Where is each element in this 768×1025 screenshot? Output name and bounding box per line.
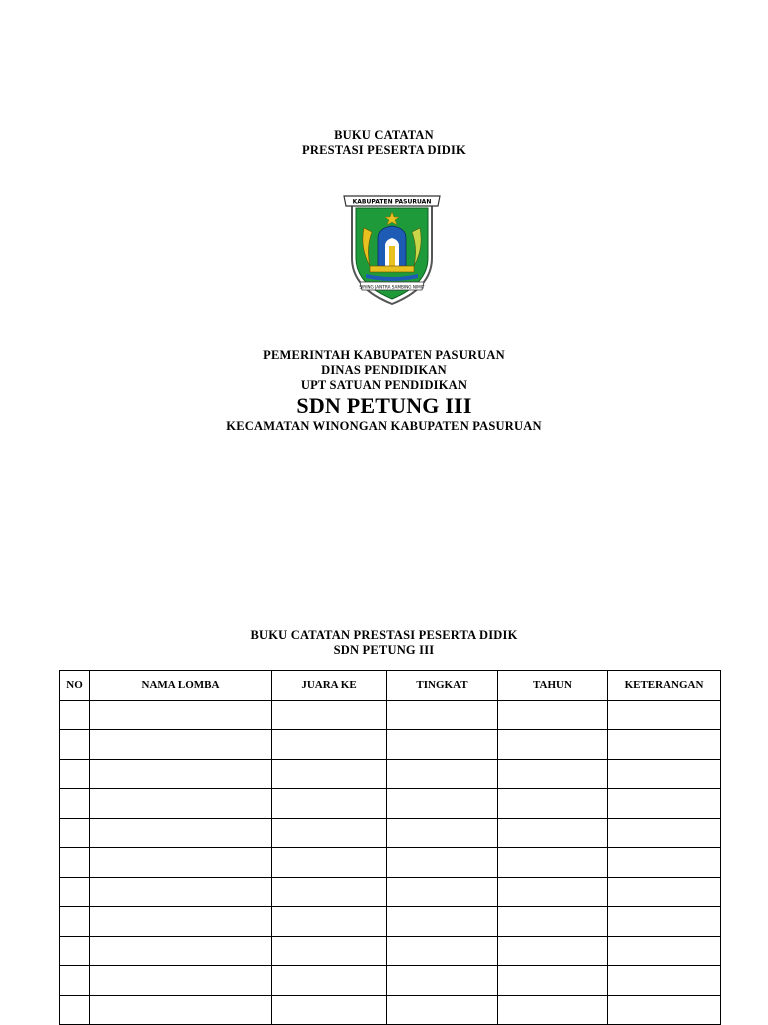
table-cell[interactable] [60,966,90,996]
table-cell[interactable] [90,936,272,966]
table-cell[interactable] [498,730,608,760]
table-row [60,936,721,966]
table-cell[interactable] [498,759,608,789]
table-cell[interactable] [608,789,721,819]
gov-line3: UPT SATUAN PENDIDIKAN [300,378,468,392]
table-cell[interactable] [90,700,272,730]
achievement-table [59,670,721,1025]
table-cell[interactable] [60,818,90,848]
table-cell[interactable] [90,966,272,996]
cover-title-line2: PRESTASI PESERTA DIDIK [302,143,466,157]
emblem-banner-top: KABUPATEN PASURUAN [352,198,432,206]
table-cell[interactable] [608,907,721,937]
table-cell[interactable] [387,759,498,789]
table-cell[interactable] [90,995,272,1025]
table-cell[interactable] [272,966,387,996]
table-cell[interactable] [387,936,498,966]
table-title-line1: BUKU CATATAN PRESTASI PESERTA DIDIK [250,628,518,642]
table-body [60,700,721,1025]
table-cell[interactable] [272,848,387,878]
table-cell[interactable] [608,700,721,730]
table-row [60,730,721,760]
table-row [60,789,721,819]
table-cell[interactable] [387,877,498,907]
table-cell[interactable] [608,759,721,789]
table-cell[interactable] [272,995,387,1025]
table-row [60,700,721,730]
table-cell[interactable] [90,759,272,789]
table-cell[interactable] [272,936,387,966]
table-cell[interactable] [272,877,387,907]
table-cell[interactable] [498,877,608,907]
table-cell[interactable] [90,907,272,937]
school-name: SDN PETUNG III [296,393,472,418]
table-cell[interactable] [60,700,90,730]
column-header-keterangan: KETERANGAN [608,671,721,701]
table-cell[interactable] [608,995,721,1025]
table-cell[interactable] [498,789,608,819]
table-cell[interactable] [498,936,608,966]
table-cell[interactable] [90,730,272,760]
table-title-line2: SDN PETUNG III [333,643,435,657]
table-cell[interactable] [272,818,387,848]
table-cell[interactable] [608,730,721,760]
table-cell[interactable] [608,936,721,966]
table-cell[interactable] [60,907,90,937]
table-cell[interactable] [387,789,498,819]
table-cell[interactable] [90,818,272,848]
table-cell[interactable] [498,700,608,730]
table-cell[interactable] [387,818,498,848]
emblem-banner-bottom: SIRING JANTRA SAMBING NIMIT [359,284,425,290]
table-cell[interactable] [498,848,608,878]
table-cell[interactable] [498,966,608,996]
column-header-no: NO [60,671,90,701]
table-row [60,907,721,937]
table-title [0,628,768,658]
column-header-tingkat: TINGKAT [387,671,498,701]
table-cell[interactable] [272,789,387,819]
table-cell[interactable] [387,730,498,760]
table-cell[interactable] [608,966,721,996]
table-row [60,759,721,789]
table-cell[interactable] [272,759,387,789]
table-cell[interactable] [608,877,721,907]
table-header-row [60,671,721,701]
table-cell[interactable] [60,877,90,907]
table-cell[interactable] [387,700,498,730]
column-header-nama-lomba: NAMA LOMBA [90,671,272,701]
table-cell[interactable] [498,907,608,937]
table-cell[interactable] [272,730,387,760]
table-cell[interactable] [60,789,90,819]
table-cell[interactable] [90,877,272,907]
table-row [60,848,721,878]
column-header-juara-ke: JUARA KE [272,671,387,701]
table-row [60,995,721,1025]
table-cell[interactable] [60,730,90,760]
district-line: KECAMATAN WINONGAN KABUPATEN PASURUAN [226,419,542,433]
column-header-tahun: TAHUN [498,671,608,701]
kabupaten-pasuruan-emblem-icon [342,188,442,308]
table-cell[interactable] [90,848,272,878]
cover-title [0,128,768,158]
table-cell[interactable] [272,700,387,730]
gov-line1: PEMERINTAH KABUPATEN PASURUAN [263,348,505,362]
gov-line2: DINAS PENDIDIKAN [321,363,447,377]
table-cell[interactable] [60,995,90,1025]
table-cell[interactable] [608,848,721,878]
table-cell[interactable] [387,995,498,1025]
table-cell[interactable] [60,936,90,966]
table-row [60,877,721,907]
table-cell[interactable] [608,818,721,848]
cover-title-line1: BUKU CATATAN [334,128,434,142]
table-cell[interactable] [60,759,90,789]
table-cell[interactable] [498,995,608,1025]
government-header [0,348,768,434]
table-row [60,966,721,996]
table-cell[interactable] [387,966,498,996]
table-cell[interactable] [272,907,387,937]
table-cell[interactable] [90,789,272,819]
table-cell[interactable] [387,848,498,878]
table-row [60,818,721,848]
table-cell[interactable] [387,907,498,937]
table-cell[interactable] [498,818,608,848]
table-cell[interactable] [60,848,90,878]
